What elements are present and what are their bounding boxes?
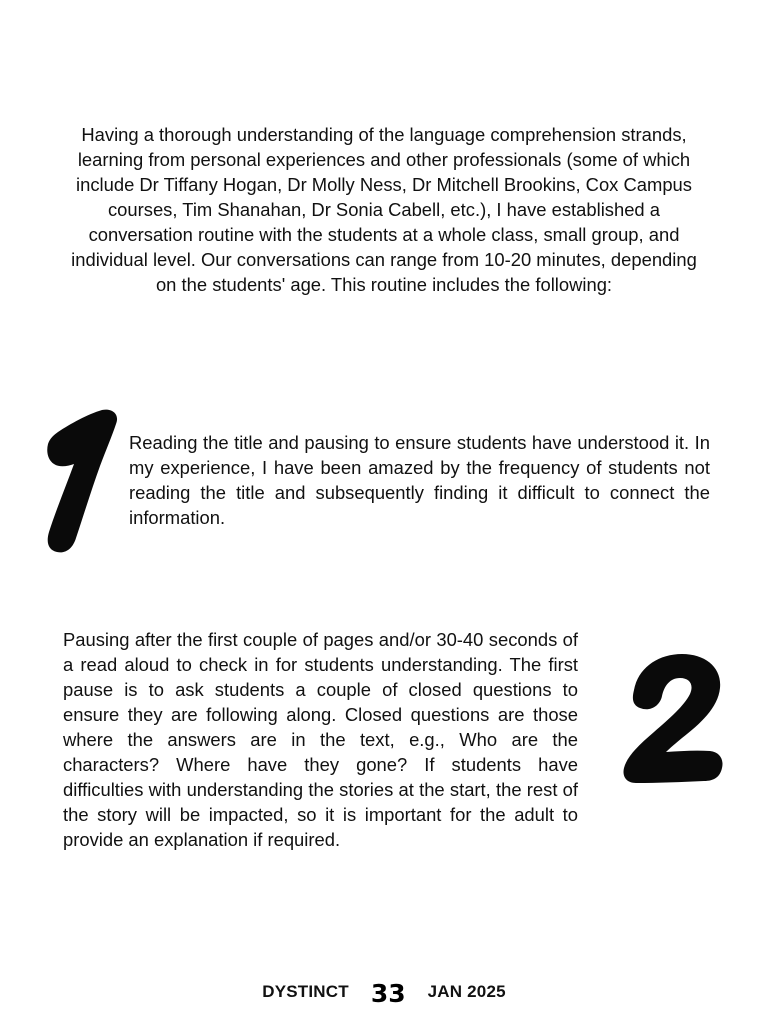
magazine-name: DYSTINCT [262,982,349,1001]
issue-date: JAN 2025 [427,982,506,1001]
step-1-text: Reading the title and pausing to ensure students have understood it. In my experience, I have been amazed by the frequency of students not reading the title and subsequently finding it difficult to connect the information. [129,432,710,528]
step-1-numeral [40,402,122,558]
step-2-text: Pausing after the first couple of pages and/or 30-40 seconds of a read aloud to check in for students understanding. The first pause is to ask students a couple of closed questions to ensure they are following along. Closed questions are those where the answers are in the text, e.g., Who are the characters? Where have they gone? If students have difficulties with understanding the stories at the start, the rest of the story will be impacted, so it is important for the adult to provide an explanation if required. [63,629,578,850]
page-footer [0,974,768,1010]
page-number: 33 [370,978,406,1008]
intro-paragraph: Having a thorough understanding of the language comprehension strands, learning from personal experiences and other professionals (some of which include Dr Tiffany Hogan, Dr Molly Ness, Dr Mitchell Brookins, Cox Campus courses, Tim Shanahan, Dr Sonia Cabell, etc.), I have established a conversation routine with the students at a whole class, small group, and individual level. Our conversations can range from 10-20 minutes, depending on the students' age. This routine includes the following: [71,124,697,295]
step-2-numeral [620,650,728,786]
